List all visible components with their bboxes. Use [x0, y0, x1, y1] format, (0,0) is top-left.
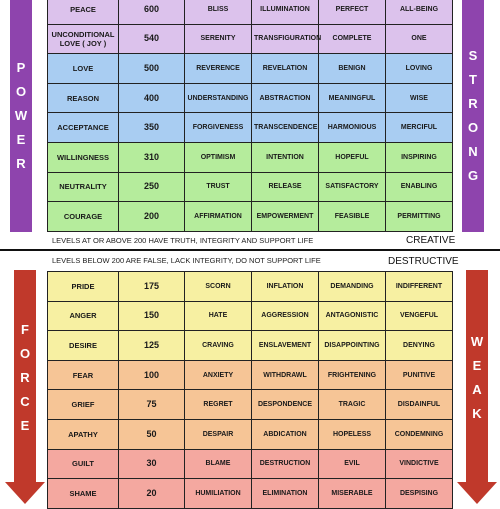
cell-name: NEUTRALITY	[48, 172, 119, 202]
cell-emotion: SCORN	[185, 272, 252, 302]
cell-emotion: AFFIRMATION	[185, 202, 252, 232]
integrity-divider	[0, 249, 500, 251]
weak-letter: K	[472, 406, 482, 421]
strong-letter: O	[467, 120, 479, 135]
cell-level: 125	[119, 331, 185, 361]
cell-emotion: UNDERSTANDING	[185, 83, 252, 113]
cell-god-view: ONE	[386, 24, 453, 54]
cell-process: ABSTRACTION	[252, 83, 319, 113]
cell-level: 400	[119, 83, 185, 113]
force-arrow	[14, 270, 36, 486]
lower-levels-table	[47, 271, 453, 509]
cell-name: GUILT	[48, 449, 119, 479]
force-letter: R	[20, 370, 30, 385]
cell-life-view: TRAGIC	[319, 390, 386, 420]
cell-emotion: DESPAIR	[185, 419, 252, 449]
cell-god-view: PUNITIVE	[386, 360, 453, 390]
strong-bar	[462, 0, 484, 232]
force-letter: C	[20, 394, 30, 409]
level-row-unconditional	[48, 24, 453, 54]
cell-name: LOVE	[48, 54, 119, 84]
cell-level: 150	[119, 301, 185, 331]
level-row-fear	[48, 360, 453, 390]
cell-process: TRANSFIGURATION	[252, 24, 319, 54]
weak-letter: E	[472, 358, 482, 373]
cell-process: AGGRESSION	[252, 301, 319, 331]
cell-emotion: ANXIETY	[185, 360, 252, 390]
cell-god-view: MERCIFUL	[386, 113, 453, 143]
cell-life-view: DEMANDING	[319, 272, 386, 302]
power-letter: O	[15, 84, 27, 99]
cell-process: ENSLAVEMENT	[252, 331, 319, 361]
cell-god-view: VENGEFUL	[386, 301, 453, 331]
cell-emotion: HUMILIATION	[185, 479, 252, 509]
cell-emotion: OPTIMISM	[185, 142, 252, 172]
cell-process: EMPOWERMENT	[252, 202, 319, 232]
strong-letter: N	[468, 144, 478, 159]
cell-level: 500	[119, 54, 185, 84]
cell-life-view: FRIGHTENING	[319, 360, 386, 390]
level-row-courage	[48, 202, 453, 232]
cell-life-view: MEANINGFUL	[319, 83, 386, 113]
cell-level: 30	[119, 449, 185, 479]
level-row-willingness	[48, 142, 453, 172]
destructive-label: DESTRUCTIVE	[388, 256, 459, 267]
cell-emotion: SERENITY	[185, 24, 252, 54]
force-arrow-head	[5, 482, 45, 504]
cell-name: ANGER	[48, 301, 119, 331]
cell-level: 100	[119, 360, 185, 390]
power-letter: E	[16, 132, 26, 147]
strong-letter: S	[468, 48, 478, 63]
level-row-apathy	[48, 419, 453, 449]
weak-letter: W	[470, 334, 484, 349]
cell-level: 250	[119, 172, 185, 202]
cell-level: 540	[119, 24, 185, 54]
cell-process: DESTRUCTION	[252, 449, 319, 479]
cell-name: GRIEF	[48, 390, 119, 420]
level-row-anger	[48, 301, 453, 331]
cell-life-view: PERFECT	[319, 0, 386, 24]
cell-name: UNCONDITIONAL LOVE ( JOY )	[48, 24, 119, 54]
cell-name: PRIDE	[48, 272, 119, 302]
level-row-pride	[48, 272, 453, 302]
strong-letter: T	[469, 72, 477, 87]
level-row-guilt	[48, 449, 453, 479]
power-letter: R	[16, 156, 26, 171]
cell-level: 20	[119, 479, 185, 509]
cell-level: 600	[119, 0, 185, 24]
cell-process: REVELATION	[252, 54, 319, 84]
cell-god-view: LOVING	[386, 54, 453, 84]
cell-emotion: BLISS	[185, 0, 252, 24]
level-row-acceptance	[48, 113, 453, 143]
cell-process: ILLUMINATION	[252, 0, 319, 24]
cell-name: DESIRE	[48, 331, 119, 361]
cell-process: WITHDRAWL	[252, 360, 319, 390]
cell-life-view: HOPELESS	[319, 419, 386, 449]
level-row-grief	[48, 390, 453, 420]
cell-name: SHAME	[48, 479, 119, 509]
power-letter: W	[14, 108, 28, 123]
power-letter: P	[16, 60, 26, 75]
cell-life-view: HARMONIOUS	[319, 113, 386, 143]
cell-life-view: FEASIBLE	[319, 202, 386, 232]
cell-life-view: BENIGN	[319, 54, 386, 84]
cell-life-view: DISAPPOINTING	[319, 331, 386, 361]
cell-process: INFLATION	[252, 272, 319, 302]
cell-name: FEAR	[48, 360, 119, 390]
cell-process: DESPONDENCE	[252, 390, 319, 420]
cell-name: WILLINGNESS	[48, 142, 119, 172]
cell-god-view: INSPIRING	[386, 142, 453, 172]
cell-god-view: ALL-BEING	[386, 0, 453, 24]
cell-god-view: PERMITTING	[386, 202, 453, 232]
strong-letter: G	[467, 168, 479, 183]
weak-arrow-head	[457, 482, 497, 504]
cell-level: 310	[119, 142, 185, 172]
weak-arrow	[466, 270, 488, 486]
cell-life-view: HOPEFUL	[319, 142, 386, 172]
cell-emotion: CRAVING	[185, 331, 252, 361]
level-row-love	[48, 54, 453, 84]
upper-levels-table	[47, 0, 453, 232]
level-row-reason	[48, 83, 453, 113]
cell-level: 75	[119, 390, 185, 420]
cell-level: 350	[119, 113, 185, 143]
force-letter: O	[19, 346, 31, 361]
weak-letter: A	[472, 382, 482, 397]
cell-life-view: SATISFACTORY	[319, 172, 386, 202]
force-letter: F	[21, 322, 29, 337]
cell-emotion: REVERENCE	[185, 54, 252, 84]
strong-letter: R	[468, 96, 478, 111]
cell-god-view: DESPISING	[386, 479, 453, 509]
cell-emotion: FORGIVENESS	[185, 113, 252, 143]
below-200-caption: LEVELS BELOW 200 ARE FALSE, LACK INTEGRITY, DO NOT SUPPORT LIFE	[52, 256, 321, 265]
cell-god-view: WISE	[386, 83, 453, 113]
level-row-desire	[48, 331, 453, 361]
creative-label: CREATIVE	[406, 235, 456, 246]
power-bar	[10, 0, 32, 232]
cell-life-view: MISERABLE	[319, 479, 386, 509]
force-letter: E	[20, 418, 30, 433]
cell-life-view: ANTAGONISTIC	[319, 301, 386, 331]
cell-name: APATHY	[48, 419, 119, 449]
cell-emotion: HATE	[185, 301, 252, 331]
cell-level: 50	[119, 419, 185, 449]
cell-life-view: EVIL	[319, 449, 386, 479]
cell-god-view: ENABLING	[386, 172, 453, 202]
cell-level: 175	[119, 272, 185, 302]
cell-process: ABDICATION	[252, 419, 319, 449]
cell-god-view: DENYING	[386, 331, 453, 361]
cell-life-view: COMPLETE	[319, 24, 386, 54]
level-row-neutrality	[48, 172, 453, 202]
level-row-shame	[48, 479, 453, 509]
cell-name: COURAGE	[48, 202, 119, 232]
cell-name: ACCEPTANCE	[48, 113, 119, 143]
cell-emotion: REGRET	[185, 390, 252, 420]
cell-god-view: CONDEMNING	[386, 419, 453, 449]
cell-emotion: TRUST	[185, 172, 252, 202]
cell-process: ELIMINATION	[252, 479, 319, 509]
cell-level: 200	[119, 202, 185, 232]
above-200-caption: LEVELS AT OR ABOVE 200 HAVE TRUTH, INTEGRITY AND SUPPORT LIFE	[52, 236, 314, 245]
cell-name: REASON	[48, 83, 119, 113]
level-row-peace	[48, 0, 453, 24]
cell-god-view: VINDICTIVE	[386, 449, 453, 479]
cell-name: PEACE	[48, 0, 119, 24]
cell-emotion: BLAME	[185, 449, 252, 479]
cell-process: INTENTION	[252, 142, 319, 172]
cell-process: RELEASE	[252, 172, 319, 202]
cell-god-view: INDIFFERENT	[386, 272, 453, 302]
cell-god-view: DISDAINFUL	[386, 390, 453, 420]
cell-process: TRANSCENDENCE	[252, 113, 319, 143]
